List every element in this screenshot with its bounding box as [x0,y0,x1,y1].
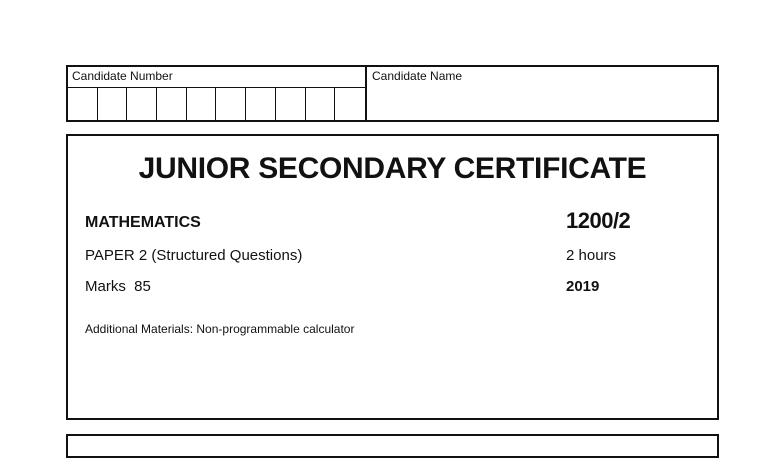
candidate-number-label: Candidate Number [72,69,173,83]
exam-year: 2019 [566,278,600,295]
exam-title: JUNIOR SECONDARY CERTIFICATE [138,152,647,185]
exam-info-box [66,134,719,420]
paper-description: PAPER 2 (Structured Questions) [85,247,303,264]
duration: 2 hours [566,247,617,264]
candidate-name-label: Candidate Name [372,69,463,83]
candidate-number-cell[interactable] [98,88,128,121]
candidate-number-cell[interactable] [216,88,246,121]
instructions-box [66,434,719,458]
candidate-number-cell[interactable] [68,88,98,121]
candidate-details-box [66,65,719,122]
candidate-number-cell[interactable] [306,88,336,121]
candidate-number-cells [68,87,365,121]
candidate-number-cell[interactable] [187,88,217,121]
candidate-number-cell[interactable] [246,88,276,121]
additional-materials: Additional Materials: Non-programmable calculator [85,322,355,336]
candidate-number-cell[interactable] [157,88,187,121]
candidate-number-cell[interactable] [335,88,365,121]
marks: Marks 85 [85,278,151,295]
candidate-number-cell[interactable] [276,88,306,121]
candidate-name-field[interactable] [367,67,717,120]
candidate-number-cell[interactable] [127,88,157,121]
paper-code: 1200/2 [566,208,631,233]
subject: MATHEMATICS [85,214,201,231]
candidate-number-section [68,67,367,120]
